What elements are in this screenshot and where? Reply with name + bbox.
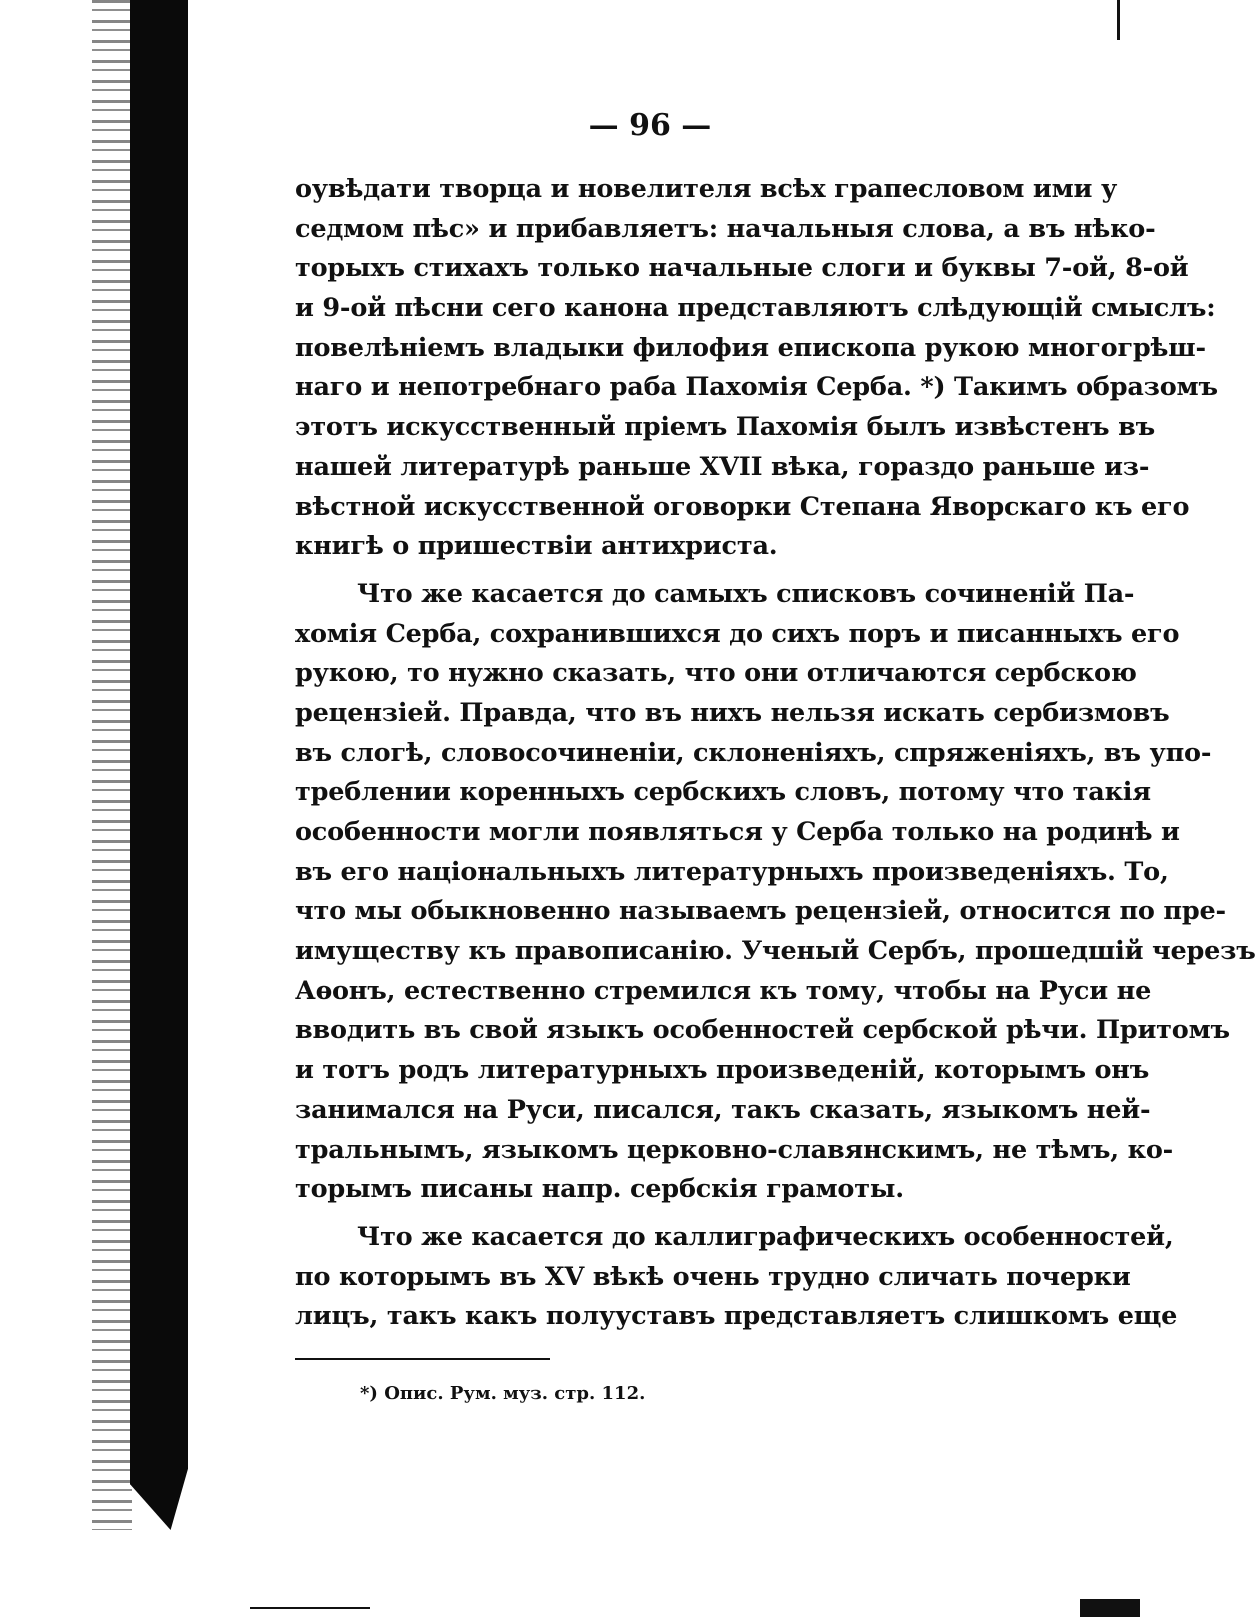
text-line: книгѣ о пришествіи антихриста. xyxy=(295,531,778,562)
text-line: имуществу къ правописанію. Ученый Сербъ, прошедшій черезъ xyxy=(295,936,1256,967)
text-line: и тотъ родъ литературныхъ произведеній, которымъ онъ xyxy=(295,1055,1150,1086)
footnote: *) Опис. Рум. муз. стр. 112. xyxy=(360,1383,646,1404)
text-line: хомія Серба, сохранившихся до сихъ поръ и писанныхъ его xyxy=(295,618,1180,649)
text-line: тральнымъ, языкомъ церковно-славянскимъ, не тѣмъ, ко- xyxy=(295,1134,1174,1165)
text-line: занимался на Руси, писался, такъ сказать, языкомъ ней- xyxy=(295,1094,1151,1125)
text-line: въ его національныхъ литературныхъ произведеніяхъ. То, xyxy=(295,856,1169,887)
text-line: въ слогѣ, словосочиненіи, склоненіяхъ, спряженіяхъ, въ упо- xyxy=(295,737,1212,768)
binding-fringe xyxy=(92,0,132,1530)
text-line: особенности могли появляться у Серба только на родинѣ и xyxy=(295,817,1180,847)
page-number: — 96 — xyxy=(588,108,712,143)
paragraph xyxy=(295,1218,1178,1337)
text-line: рецензіей. Правда, что въ нихъ нельзя искать сербизмовъ xyxy=(295,697,1170,728)
text-line: торымъ писаны напр. сербскія грамоты. xyxy=(295,1174,904,1205)
text-line: седмом пѣс» и прибавляетъ: начальныя слова, а въ нѣко- xyxy=(295,213,1156,244)
paragraph xyxy=(295,170,1218,567)
text-line: рукою, то нужно сказать, что они отличаются сербскою xyxy=(295,658,1137,689)
text-line: Что же касается до самыхъ списковъ сочиненій Па- xyxy=(357,578,1135,609)
text-line: Аѳонъ, естественно стремился къ тому, чтобы на Руси не xyxy=(295,975,1152,1006)
text-line: оувѣдати творца и новелителя всѣх грапесловом ими у xyxy=(295,174,1118,204)
corner-mark xyxy=(1080,1599,1140,1617)
text-line: этотъ искусственный пріемъ Пахомія былъ извѣстенъ въ xyxy=(295,412,1155,443)
binding-bar xyxy=(130,0,188,1530)
footnote-divider xyxy=(295,1358,550,1360)
text-line: что мы обыкновенно называемъ рецензіей, относится по пре- xyxy=(295,896,1226,927)
edge-mark xyxy=(1117,0,1120,40)
text-line: нашей литературѣ раньше XVII вѣка, гораздо раньше из- xyxy=(295,451,1150,482)
binding-shadow xyxy=(0,0,205,1617)
paragraph xyxy=(295,575,1256,1210)
text-line: треблении коренныхъ сербскихъ словъ, потому что такія xyxy=(295,777,1151,808)
text-line: повелѣніемъ владыки филофия епископа рукою многогрѣш- xyxy=(295,332,1206,363)
text-line: вѣстной искусственной оговорки Степана Яворскаго къ его xyxy=(295,491,1190,522)
text-line: и 9-ой пѣсни сего канона представляютъ слѣдующій смыслъ: xyxy=(295,293,1216,324)
text-line: Что же касается до каллиграфическихъ особенностей, xyxy=(357,1221,1174,1252)
edge-mark-bottom xyxy=(250,1607,370,1609)
text-line: наго и непотребнаго раба Пахомія Серба. *) Такимъ образомъ xyxy=(295,372,1218,403)
text-line: лицъ, такъ какъ полууставъ представляетъ слишкомъ еще xyxy=(295,1301,1178,1332)
text-line: торыхъ стихахъ только начальные слоги и буквы 7-ой, 8-ой xyxy=(295,253,1189,284)
text-line: по которымъ въ XV вѣкѣ очень трудно сличать почерки xyxy=(295,1261,1131,1292)
body-text xyxy=(295,170,1256,1337)
text-line: вводить въ свой языкъ особенностей сербской рѣчи. Притомъ xyxy=(295,1015,1230,1046)
